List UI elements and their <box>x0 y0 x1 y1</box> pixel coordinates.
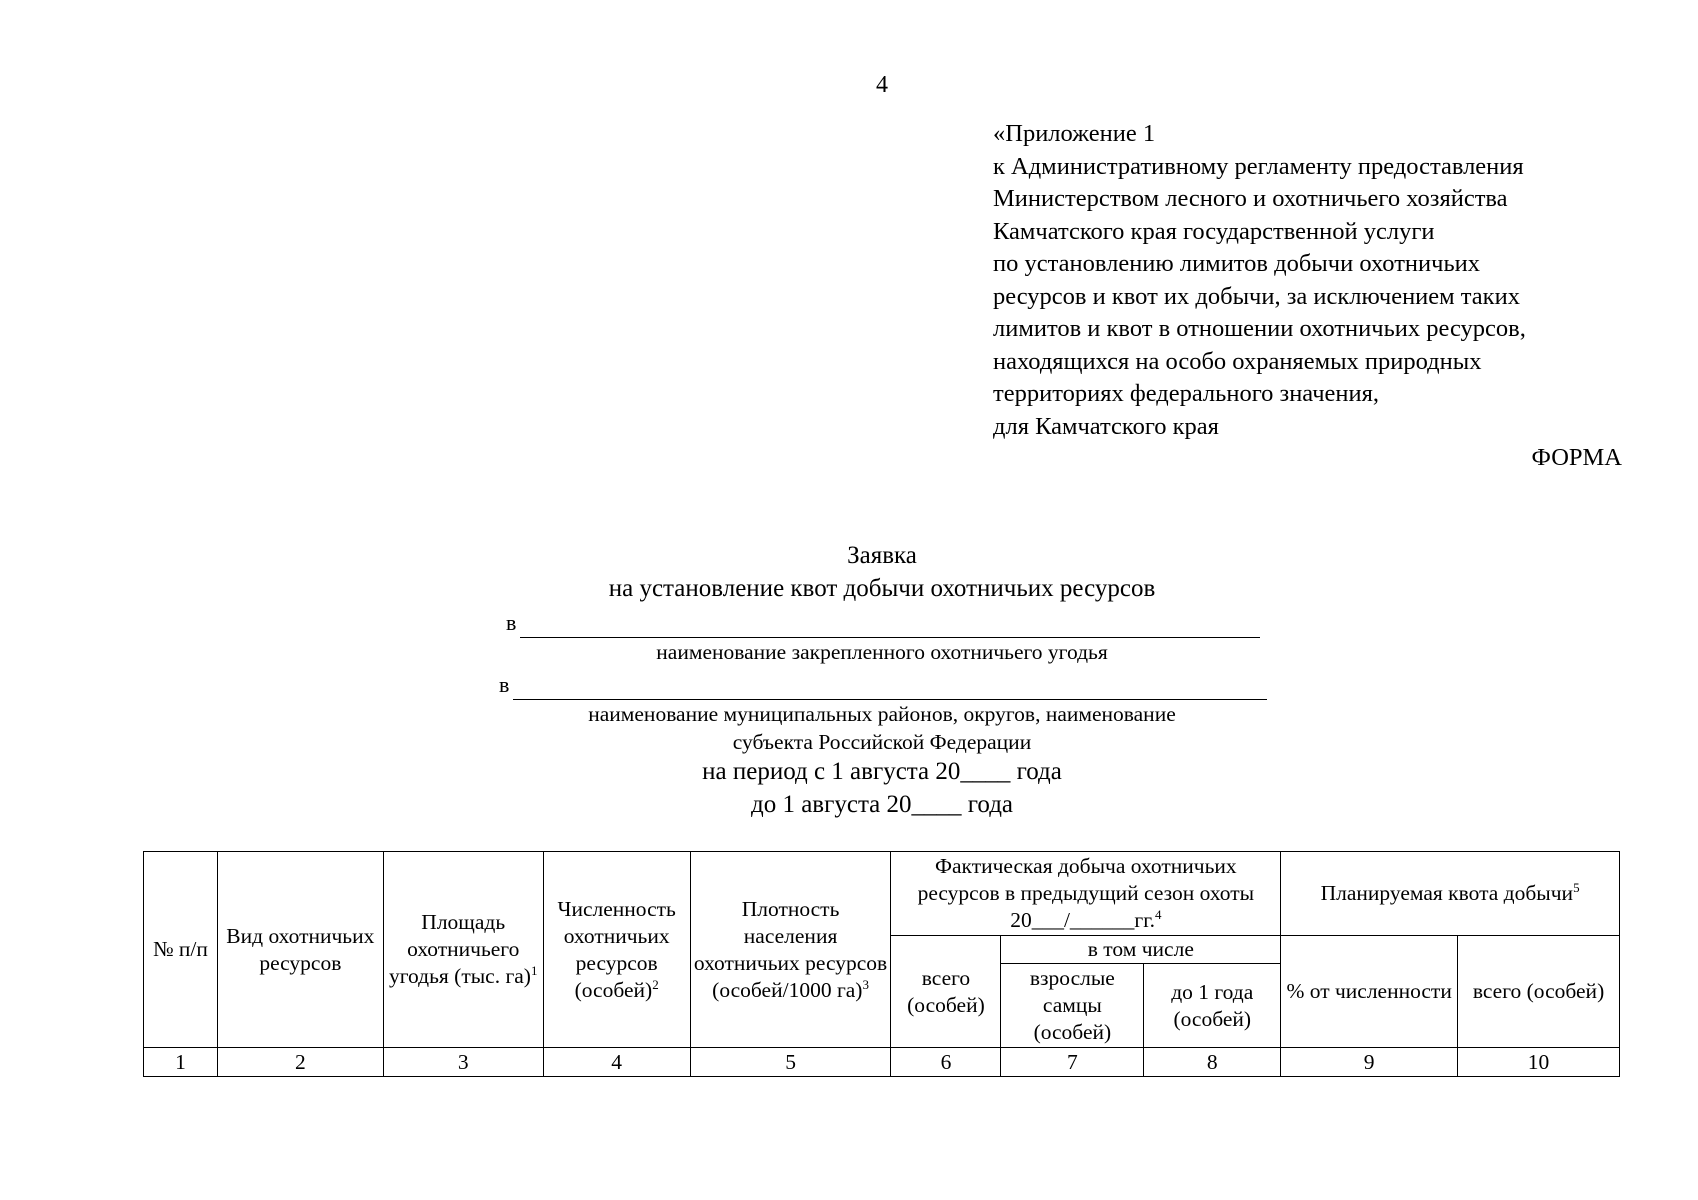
appendix-line: находящихся на особо охраняемых природных <box>993 347 1482 375</box>
header-density-text: Плотность населения охотничьих ресурсов (особей/1000 га) <box>693 896 888 1002</box>
appendix-line: лимитов и квот в отношении охотничьих ресурсов, <box>993 315 1526 342</box>
appendix-line: для Камчатского края <box>993 412 1219 440</box>
header-area <box>383 852 543 1048</box>
header-actual-harvest-text: Фактическая добыча охотничьих ресурсов в предыдущий сезон охоты 20___/______гг. <box>917 854 1255 932</box>
column-number-cell: 4 <box>543 1048 690 1077</box>
hunting-ground-field[interactable] <box>506 610 1260 638</box>
footnote-1: 1 <box>530 962 538 978</box>
column-number-cell: 8 <box>1144 1048 1281 1077</box>
page-number: 4 <box>876 72 888 98</box>
form-label: ФОРМА <box>1531 444 1622 471</box>
hunting-ground-prefix: в <box>506 610 517 635</box>
column-number-cell: 1 <box>144 1048 218 1077</box>
appendix-heading <box>993 118 1526 443</box>
municipal-blank-line <box>513 699 1267 700</box>
footnote-4: 4 <box>1155 906 1162 922</box>
appendix-line: Камчатского края государственной услуги <box>993 217 1435 245</box>
municipal-field[interactable] <box>499 672 1267 700</box>
document-title: Заявка <box>847 542 917 569</box>
header-under-one-year: до 1 года (особей) <box>1144 964 1281 1048</box>
header-actual-total: всего (особей) <box>891 936 1001 1048</box>
appendix-line: территориях федерального значения, <box>993 380 1380 407</box>
column-number-cell: 10 <box>1458 1048 1620 1077</box>
header-number: № п/п <box>144 852 218 1048</box>
appendix-line: Министерством лесного и охотничьего хозяйства <box>993 185 1508 212</box>
hunting-ground-blank-line <box>520 637 1260 638</box>
municipal-caption-line1: наименование муниципальных районов, округов, наименование <box>588 702 1176 726</box>
footnote-5: 5 <box>1573 879 1580 895</box>
appendix-line: «Приложение 1 <box>993 120 1156 147</box>
column-number-cell: 6 <box>891 1048 1001 1077</box>
header-adult-males: взрослые самцы (особей) <box>1001 964 1144 1048</box>
header-density <box>690 852 891 1048</box>
column-number-cell: 2 <box>217 1048 383 1077</box>
column-number-cell: 3 <box>383 1048 543 1077</box>
header-species: Вид охотничьих ресурсов <box>217 852 383 1048</box>
header-actual-harvest <box>891 852 1281 936</box>
header-planned-quota <box>1281 852 1620 936</box>
footnote-2: 2 <box>652 976 659 992</box>
table-row <box>144 1048 1620 1077</box>
municipal-caption-line2: субъекта Российской Федерации <box>732 730 1032 754</box>
period-to: до 1 августа 20____ года <box>750 791 1014 818</box>
document-subtitle: на установление квот добычи охотничьих ресурсов <box>608 575 1156 602</box>
header-population-text: Численность охотничьих ресурсов (особей) <box>557 896 676 1002</box>
header-percent: % от численности <box>1281 936 1458 1048</box>
header-planned-quota-text: Планируемая квота добычи <box>1320 881 1574 905</box>
header-population <box>543 852 690 1048</box>
header-area-text: Площадь охотничьего угодья (тыс. га) <box>388 910 531 988</box>
appendix-line: к Административному регламенту предоставления <box>993 152 1524 180</box>
header-planned-total: всего (особей) <box>1458 936 1620 1048</box>
column-number-cell: 7 <box>1001 1048 1144 1077</box>
appendix-line: ресурсов и квот их добычи, за исключением таких <box>993 282 1520 310</box>
quota-table <box>143 851 1620 1077</box>
appendix-line: по установлению лимитов добычи охотничьих <box>993 250 1480 277</box>
hunting-ground-caption: наименование закрепленного охотничьего угодья <box>656 640 1108 664</box>
period-from: на период с 1 августа 20____ года <box>702 758 1062 785</box>
header-including: в том числе <box>1001 936 1281 964</box>
municipal-prefix: в <box>499 672 510 697</box>
footnote-3: 3 <box>862 976 869 992</box>
column-number-cell: 9 <box>1281 1048 1458 1077</box>
column-number-cell: 5 <box>690 1048 891 1077</box>
